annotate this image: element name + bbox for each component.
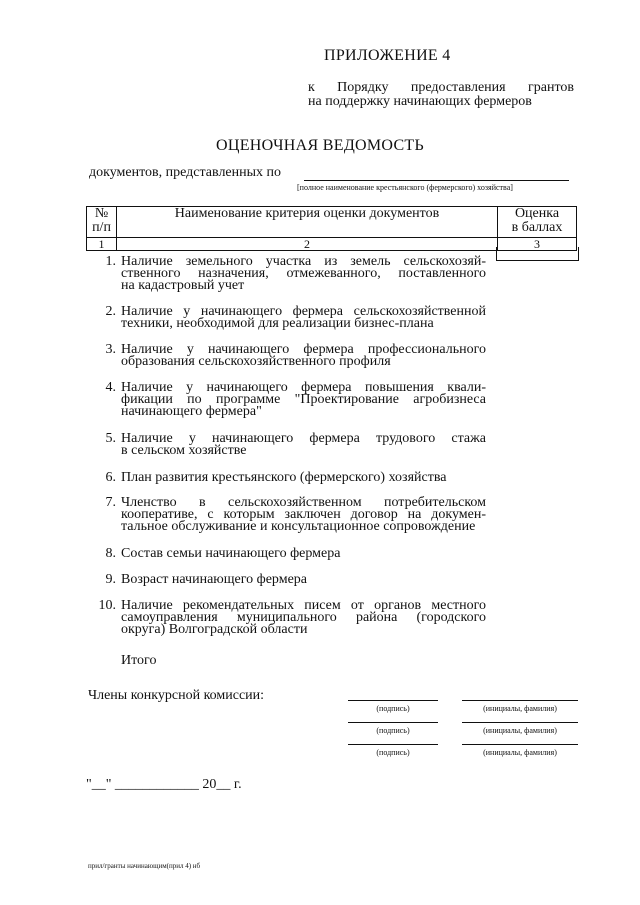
appendix-title: ПРИЛОЖЕНИЕ 4 [324,47,451,64]
criterion-line: Наличие у начинающего фермера сельскохозяйственной [121,304,486,319]
initials-caption: (инициалы, фамилия) [483,704,557,713]
criterion-line: Наличие у начинающего фермера повышения квали- [121,380,486,395]
index-cell-2: 2 [117,238,498,251]
document-title: ОЦЕНОЧНАЯ ВЕДОМОСТЬ [216,137,424,154]
criterion-line: Наличие у начинающего фермера трудового стажа [121,431,486,446]
criterion-text [121,548,486,560]
criterion-text [121,256,486,292]
header-number-line2: п/п [92,220,111,235]
criterion-text [121,497,486,533]
signature-caption: (подпись) [376,704,410,713]
header-number-line1: № [94,206,109,221]
criterion-line: округа) Волгоградской области [121,622,308,637]
total-label: Итого [121,653,157,668]
header-criterion-label: Наименование критерия оценки документов [174,206,440,221]
appendix-subtitle-line1: к Порядку предоставления грантов [308,80,574,95]
criterion-line: тальное обслуживание и консультационное сопровождение [121,519,476,534]
criterion-number: 1. [105,254,116,269]
header-score-line1: Оценка [514,206,560,221]
criterion-line: Наличие у начинающего фермера профессионального [121,342,486,357]
signature-line [348,722,438,723]
initials-line [462,722,578,723]
index-cell-1: 1 [87,238,117,251]
table-header-row [87,207,577,238]
header-score-line2: в баллах [511,220,563,235]
criterion-line: ственного назначения, отмежеванного, поставленного [121,266,486,281]
header-number [87,207,117,238]
criterion-line: Возраст начинающего фермера [121,572,308,587]
criterion-line: План развития крестьянского (фермерского) хозяйства [121,470,447,485]
criterion-line: Членство в сельскохозяйственном потребительском [121,495,486,510]
initials-line [462,700,578,701]
header-criterion-name [117,207,498,238]
criterion-line: образования сельскохозяйственного профиля [121,354,391,369]
header-score [498,207,577,238]
criterion-number: 6. [105,470,116,485]
criterion-line: на кадастровый учет [121,278,245,293]
date-line: "__" ____________ 20__ г. [86,777,242,792]
applicant-name-line [304,180,569,181]
documents-label: документов, представленных по [89,165,282,180]
criterion-text [121,574,486,586]
criterion-text [121,306,486,330]
criterion-text [121,344,486,368]
criterion-number: 10. [98,598,116,613]
criterion-text [121,382,486,418]
criterion-line: кооперативе, с которым заключен договор на докумен- [121,507,486,522]
criterion-number: 9. [105,572,116,587]
applicant-name-caption: [полное наименование крестьянского (фермерского) хозяйства] [297,183,513,192]
signature-caption: (подпись) [376,748,410,757]
criterion-line: начинающего фермера" [121,404,262,419]
initials-caption: (инициалы, фамилия) [483,726,557,735]
criterion-number: 5. [105,431,116,446]
criterion-number: 2. [105,304,116,319]
criterion-line: самоуправления муниципального района (городского [121,610,486,625]
criterion-text [121,472,486,484]
criterion-number: 4. [105,380,116,395]
criterion-number: 8. [105,546,116,561]
index-cell-3: 3 [498,238,577,251]
criterion-line: фикации по программе "Проектирование агробизнеса [121,392,486,407]
initials-caption: (инициалы, фамилия) [483,748,557,757]
initials-line [462,744,578,745]
file-footer: прил/гранты начинающим(прил 4) нб [88,862,201,870]
criteria-table-header [86,206,577,251]
criterion-line: Состав семьи начинающего фермера [121,546,341,561]
signature-line [348,700,438,701]
criterion-number: 3. [105,342,116,357]
criterion-number: 7. [105,495,116,510]
criterion-line: в сельском хозяйстве [121,443,247,458]
criterion-line: Наличие рекомендательных писем от органов местного [121,598,486,613]
criterion-line: техники, необходимой для реализации бизнес-плана [121,316,434,331]
criterion-text [121,433,486,457]
criterion-text [121,600,486,636]
commission-label: Члены конкурсной комиссии: [88,688,265,703]
signature-caption: (подпись) [376,726,410,735]
score-cell-first [496,247,579,261]
criterion-line: Наличие земельного участка из земель сельскохозяй- [121,254,486,269]
appendix-subtitle-line2: на поддержку начинающих фермеров [308,94,532,109]
signature-line [348,744,438,745]
